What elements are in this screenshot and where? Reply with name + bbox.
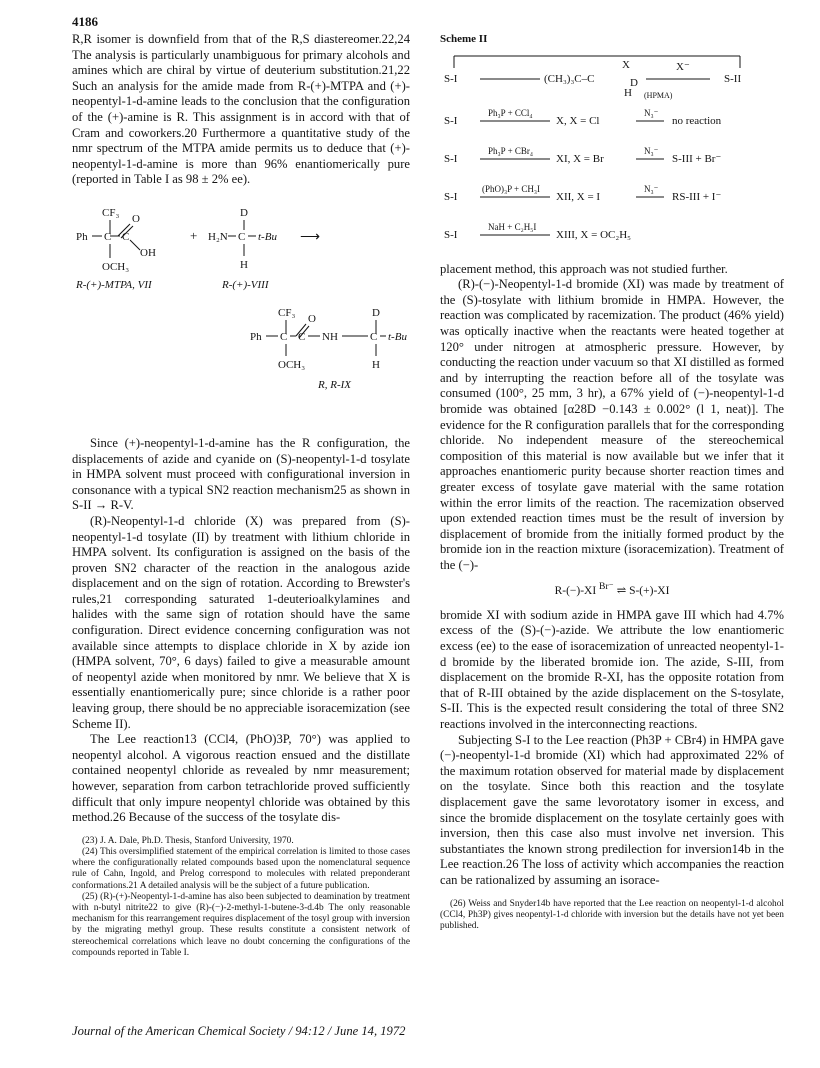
scheme-row4-reagent: (PhO)₃P + CH₃I (482, 183, 541, 194)
scheme-row5-middle: XIII, X = OC₂H₅ (556, 228, 631, 241)
footnote-26: (26) Weiss and Snyder14b have reported that the Lee reaction on neopentyl-1-d alcohol (CCl4, Ph3P) gives neopentyl-1-d chloride with inversion but the details have not yet been published. (440, 898, 784, 931)
scheme-row1-d: D (630, 76, 638, 89)
scheme-row3-middle: XI, X = Br (556, 152, 604, 165)
right-paragraph-4: Subjecting S-I to the Lee reaction (Ph3P + CBr4) in HMPA gave (−)-neopentyl-1-d bromide (XI) which had approximated 22% of the maximum rotation observed for material made by displacement on the tosylate. Since both this reaction and the tosylate displacement gave the same levorotatory isomer in excess, and since the bromide displacement on the tosylate certainly goes with inversion, then this case also must involve net inversion. This substantiates the known strong predilection for inversion14b in the Lee reaction.26 The loss of activity which accompanies the reaction can be rationalized by assuming an isorace- (440, 732, 784, 887)
scheme-row4-left: S-I (444, 190, 458, 203)
scheme-row4-n3: N₃⁻ (644, 183, 659, 194)
mtpa-phenyl: Ph (76, 230, 88, 243)
scheme-row3-left: S-I (444, 152, 458, 165)
amide-methoxy: OCH₃ (278, 358, 306, 371)
page-number: 4186 (72, 14, 98, 29)
right-paragraph-1: placement method, this approach was not studied further. (440, 261, 728, 276)
scheme-row1-middle: (CH₃)₃C–C (544, 72, 595, 85)
scheme-row2-left: S-I (444, 114, 458, 127)
scheme-row2-right: no reaction (672, 114, 722, 127)
equation-left: R-(−)-XI (554, 585, 597, 598)
footnote-23: (23) J. A. Dale, Ph.D. Thesis, Stanford University, 1970. (82, 835, 294, 846)
scheme-row5-reagent: NaH + C₂H₅I (488, 221, 537, 232)
right-paragraph-2: (R)-(−)-Neopentyl-1-d bromide (XI) was made by treatment of the (S)-tosylate with lithium bromide in HMPA. However, the reaction was complicated by racemization. The product (46% yield) was optically inactive when the reactants were heated together at 120° under nitrogen at atmospheric pressure. However, by conducting the reaction under vacuum so that XI distilled as formed and by interrupting the reaction before all of the tosylate was consumed (100°, 25 mm, 3 hr), a 67% yield of (−)-neopentyl-1-d bromide was obtained [α28D −0.143 ± 0.002° (l 1, neat)]. The evidence for the R configuration parallels that for the corresponding chloride. No independent measure of the stereochemical composition of this material is now available but we infer that it approaches enantiomeric purity because shorter reaction times and greater excess of tosylate gave material with the same rotation within the error limits of the reaction. The racemization observed upon extended reaction times must be the result of inversion by displacement of bromide from the initially formed product by the bromide ion in the reaction mixture (isoracemization). Treatment of the (−)- (440, 277, 784, 572)
scheme-row4-right: RS-III + I⁻ (672, 190, 722, 203)
left-paragraph-2: Since (+)-neopentyl-1-d-amine has the R configuration, the displacements of azide and cyanide on (S)-neopentyl-1-d tosylate in HMPA solvent must proceed with configurational inversion in consonance with a typical SN2 reaction mechanism25 as shown in S-II → R-V. (72, 435, 410, 513)
left-paragraph-4: The Lee reaction13 (CCl4, (PhO)3P, 70°) was applied to neopentyl alcohol. A vigorous reaction ensued and the distillate contained neopentyl chloride as revealed by nmr measurement; however, separation from carbon tetrachloride proved sufficiently difficult that only impure neopentyl chloride was obtained by this method.26 Because of the success of the tosylate dis- (72, 732, 410, 825)
scheme-row1-right: S-II (724, 72, 742, 85)
amide-deuterium: D (372, 306, 380, 319)
amide-ch-carbon: C (370, 330, 378, 343)
mtpa-label: R-(+)-MTPA, VII (76, 278, 152, 291)
mtpa-cf3: CF₃ (102, 206, 120, 219)
amide-phenyl: Ph (250, 330, 262, 343)
left-paragraph-1: R,R isomer is downfield from that of the R,S diastereomer.22,24 The analysis is particularly unambiguous for primary alcohols and amines which are chiral by virtue of deuterium substitution.21,22 Such an analysis for the amide made from R-(+)-MTPA and (+)-neopentyl-1-d-amine leads to the conclusion that the configuration of the (+)-amine is R. This assignment is in accord with that of Cram and coworkers.20 Furthermore a quantitative study of the nmr spectrum of the MTPA amide permits us to deduce that (+)-neopentyl-1-d-amine is more than 96% enantiomerically pure (reported in Table I as 98 ± 2% ee). (72, 32, 410, 187)
chemical-structures-drawing (72, 200, 410, 420)
scheme-title: Scheme II (440, 33, 488, 45)
scheme-row4-middle: XII, X = I (556, 190, 601, 203)
reaction-plus: + (190, 227, 198, 243)
left-column (72, 32, 410, 959)
left-paragraph-3: (R)-Neopentyl-1-d chloride (X) was prepared from (S)-neopentyl-1-d tosylate (II) by treatment with lithium chloride in HMPA solvent. Its configuration is assigned on the basis of the proven SN2 character of the reaction in the analogous azide displacement and on the sign of rotation. According to Brewster's rules,21 corresponding saturated 1-deuterioalkylamines and halides with the same sign of rotation should have the same configuration. Direct evidence concerning configuration was not available since attempts to displace chloride in X by azide ion (HMPA solvent, 70°, 6 days) failed to give a measurable amount of neopentyl azide when monitored by nmr. We believe that X is essentially enantiomerically pure; since chloride is a rather poor leaving group, there should be no appreciable isoracemization (see Scheme II). (72, 513, 410, 731)
mtpa-methoxy: OCH₃ (102, 260, 130, 273)
scheme-row2-middle: X, X = Cl (556, 114, 600, 127)
scheme-row1-left: S-I (444, 72, 458, 85)
equation-over: Br⁻ (599, 581, 614, 593)
scheme-row1-h: H (624, 86, 632, 99)
amide-carbonyl-c: C (298, 330, 306, 343)
equilibrium-arrow: ⇌ (616, 585, 627, 598)
mtpa-carbonyl-c: C (122, 230, 130, 243)
reaction-arrow: ⟶ (300, 229, 321, 245)
right-column (440, 32, 784, 932)
scheme-row1-hpma: (HPMA) (644, 90, 673, 100)
right-paragraph-3: bromide XI with sodium azide in HMPA gave III which had 4.7% excess of the (S)-(−)-azide. We attribute the low enantiomeric excess (ee) to the ease of isoracemization of unreacted neopentyl-1-d bromide by the liberated bromide ion. The azide, S-III, from displacement on the bromide R-XI, has the opposite rotation from that of R-III obtained by the azide displacement on the S-tosylate, S-II. This is the expected result considering the total of three SN2 reactions involved in the interconnecting reactions. (440, 607, 784, 732)
amide-nh: NH (322, 330, 338, 343)
scheme-row1-x: X (622, 58, 630, 71)
journal-footer: Journal of the American Chemical Society / 94:12 / June 14, 1972 (72, 1024, 406, 1038)
amide-label: R, R-IX (318, 378, 351, 391)
scheme-row3-right: S-III + Br⁻ (672, 152, 722, 165)
isoracemization-equation (440, 579, 784, 599)
amine-hydrogen: H (240, 258, 248, 271)
amine-deuterium: D (240, 206, 248, 219)
scheme-ii (440, 52, 784, 262)
amine-h2n: H₂N (208, 230, 228, 243)
scheme-drawing (440, 52, 784, 262)
scheme-row5-left: S-I (444, 228, 458, 241)
mtpa-carbon: C (104, 230, 112, 243)
scheme-row1-xminus: X⁻ (676, 60, 690, 73)
mtpa-hydroxyl: OH (140, 246, 156, 259)
mtpa-amide-structures (72, 200, 410, 420)
amide-cf3: CF₃ (278, 306, 296, 319)
scheme-row3-reagent: Ph₃P + CBr₄ (488, 145, 534, 156)
equation-right: S-(+)-XI (629, 585, 670, 598)
amide-tbu: t-Bu (388, 330, 407, 343)
footnote-25: (25) (R)-(+)-Neopentyl-1-d-amine has also been subjected to deamination by treatment with n-butyl nitrite22 to give (R)-(−)-2-methyl-1-butene-3-d.4b The only reasonable mechanism for this rearrangement requires displacement of the tosyl group with inversion by the migrating methyl group. These results constitute a consistent network of stereochemical correlations which leave no doubt concerning the configurations of the compounds reported in Table I. (72, 891, 410, 958)
scheme-row3-n3: N₃⁻ (644, 145, 659, 156)
amide-hydrogen: H (372, 358, 380, 371)
right-footnotes (440, 899, 784, 933)
amine-tbu: t-Bu (258, 230, 277, 243)
scheme-row2-reagent: Ph₃P + CCl₄ (488, 107, 533, 118)
left-footnotes (72, 836, 410, 959)
amide-oxygen: O (308, 312, 316, 325)
footnote-24: (24) This oversimplified statement of the empirical correlation is limited to those cases where the configurationally related compounds based upon the nomenclatural sequence rule of Cahn, Ingold, and Prelog correspond to molecules with related preponderant conformations.21 A detailed analysis will be the subject of a future publication. (72, 846, 410, 891)
mtpa-oxygen: O (132, 212, 140, 225)
amine-label: R-(+)-VIII (222, 278, 269, 291)
amine-carbon: C (238, 230, 246, 243)
amide-alpha-c: C (280, 330, 288, 343)
scheme-row2-n3: N₃⁻ (644, 107, 659, 118)
